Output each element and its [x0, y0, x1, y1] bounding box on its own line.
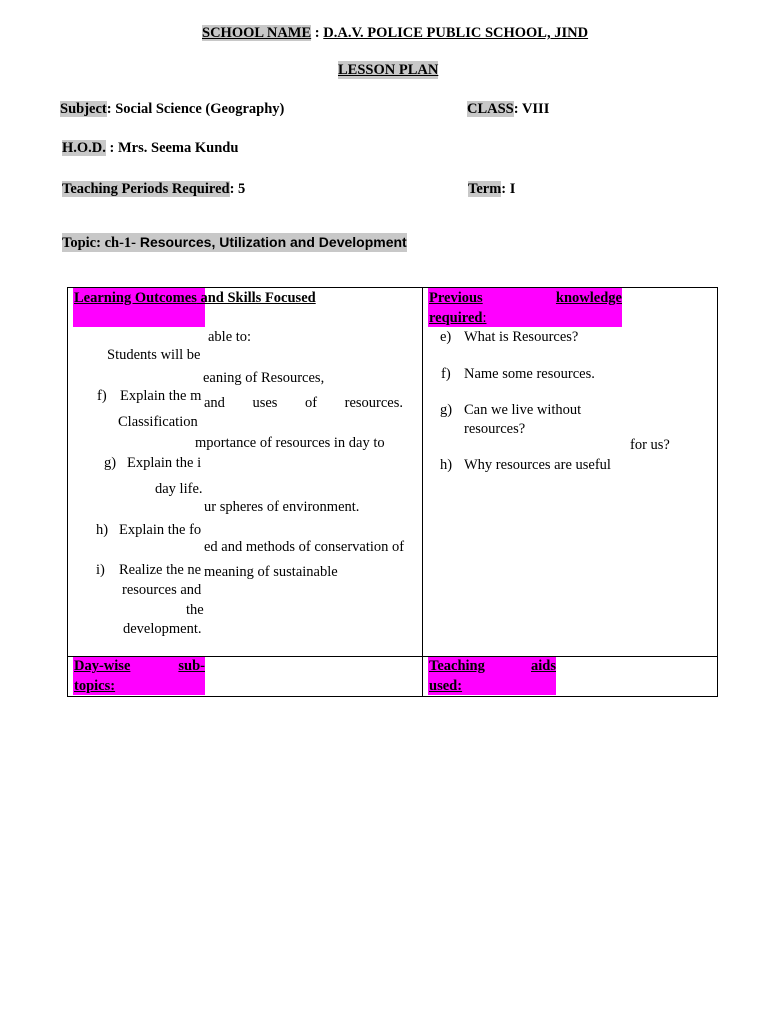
dw-header-word2: sub-	[178, 658, 205, 674]
term-value: : I	[501, 181, 516, 197]
subject-value: : Social Science (Geography)	[106, 101, 285, 117]
pk-item-f-marker: f)	[441, 366, 451, 382]
class-value: : VIII	[513, 101, 550, 117]
lo-fragment-uses-row	[204, 394, 403, 412]
lo-item-h-marker: h)	[96, 522, 109, 538]
topic-value: Resources, Utilization and Development	[135, 234, 407, 250]
lo-header	[74, 289, 316, 307]
ta-header-line2: used:	[429, 678, 463, 694]
term-label: Term	[468, 181, 502, 197]
lo-fragment-spheres: ur spheres of environment.	[204, 499, 360, 515]
lo-fragment-importance: mportance of resources in day to	[195, 435, 385, 451]
lo-header-a: Learning Outcomes	[74, 290, 197, 306]
pk-item-g-marker: g)	[440, 402, 453, 418]
pk-item-g-text2: resources?	[464, 421, 526, 437]
lo-item-i-marker: i)	[96, 562, 105, 578]
lo-fragment-meaning: eaning of Resources,	[203, 370, 325, 386]
dw-header-row1	[74, 657, 205, 675]
pk-header-row1	[429, 289, 622, 307]
hod-label: H.O.D.	[62, 140, 106, 156]
lo-fragment-students: Students will be	[107, 347, 201, 363]
lesson-plan-title: LESSON PLAN	[338, 62, 439, 78]
pk-header-word1: Previous	[429, 290, 483, 306]
term-line	[468, 180, 515, 198]
subject-line	[60, 100, 284, 118]
school-name-value: D.A.V. POLICE PUBLIC SCHOOL, JIND	[323, 25, 589, 41]
lo-fragment-resources: resources.	[344, 395, 403, 411]
pk-header-colon: :	[482, 310, 487, 326]
class-label: CLASS	[467, 101, 514, 117]
pk-item-f-text: Name some resources.	[464, 366, 595, 382]
periods-line	[62, 180, 245, 198]
lo-item-f-text: Explain the m	[120, 388, 202, 404]
dw-header-line2: topics:	[74, 678, 116, 694]
ta-header-row1	[429, 657, 556, 675]
lo-item-g-text: Explain the i	[127, 455, 202, 471]
periods-value: : 5	[229, 181, 246, 197]
lo-fragment-of: of	[304, 395, 318, 411]
class-line	[467, 100, 549, 118]
school-name-sep: :	[311, 25, 324, 41]
pk-header-row2	[429, 309, 486, 327]
school-name-label: SCHOOL NAME	[202, 25, 312, 41]
lo-fragment-resources-and: resources and	[122, 582, 202, 598]
pk-item-h-text: Why resources are useful	[464, 457, 611, 473]
lo-item-f-marker: f)	[97, 388, 107, 404]
lo-fragment-daylife: day life.	[155, 481, 203, 497]
pk-fragment-forus: for us?	[630, 437, 670, 453]
lo-fragment-and: and	[204, 395, 225, 411]
topic-line	[62, 233, 407, 252]
hod-value: : Mrs. Seema Kundu	[105, 140, 239, 156]
lo-fragment-uses: uses	[252, 395, 278, 411]
lo-item-g-marker: g)	[104, 455, 117, 471]
lo-fragment-conservation: ed and methods of conservation of	[204, 539, 405, 555]
dw-header-word1: Day-wise	[74, 658, 131, 674]
periods-label: Teaching Periods Required	[62, 181, 230, 197]
lo-item-h-text: Explain the fo	[119, 522, 202, 538]
lo-header-b: and Skills Focused	[196, 290, 316, 306]
pk-header-line2: required	[429, 310, 483, 326]
topic-label: Topic: ch-1-	[62, 235, 136, 251]
pk-item-e-marker: e)	[440, 329, 452, 345]
ta-header-word1: Teaching	[429, 658, 485, 674]
pk-item-e-text: What is Resources?	[464, 329, 579, 345]
lo-fragment-sustainable: meaning of sustainable	[204, 564, 338, 580]
lo-fragment-development: development.	[123, 621, 202, 637]
pk-item-g-text: Can we live without	[464, 402, 582, 418]
table-column-divider	[422, 287, 423, 696]
lo-fragment-classification: Classification	[118, 414, 198, 430]
school-name-line	[202, 24, 592, 42]
subject-label: Subject	[60, 101, 107, 117]
lo-fragment-able: able to:	[208, 329, 252, 345]
lo-fragment-the: the	[186, 602, 204, 618]
pk-header-word2: knowledge	[555, 290, 622, 306]
pk-item-h-marker: h)	[440, 457, 453, 473]
lo-item-i-text: Realize the ne	[119, 562, 202, 578]
hod-line	[62, 139, 238, 157]
ta-header-word2: aids	[531, 658, 556, 674]
